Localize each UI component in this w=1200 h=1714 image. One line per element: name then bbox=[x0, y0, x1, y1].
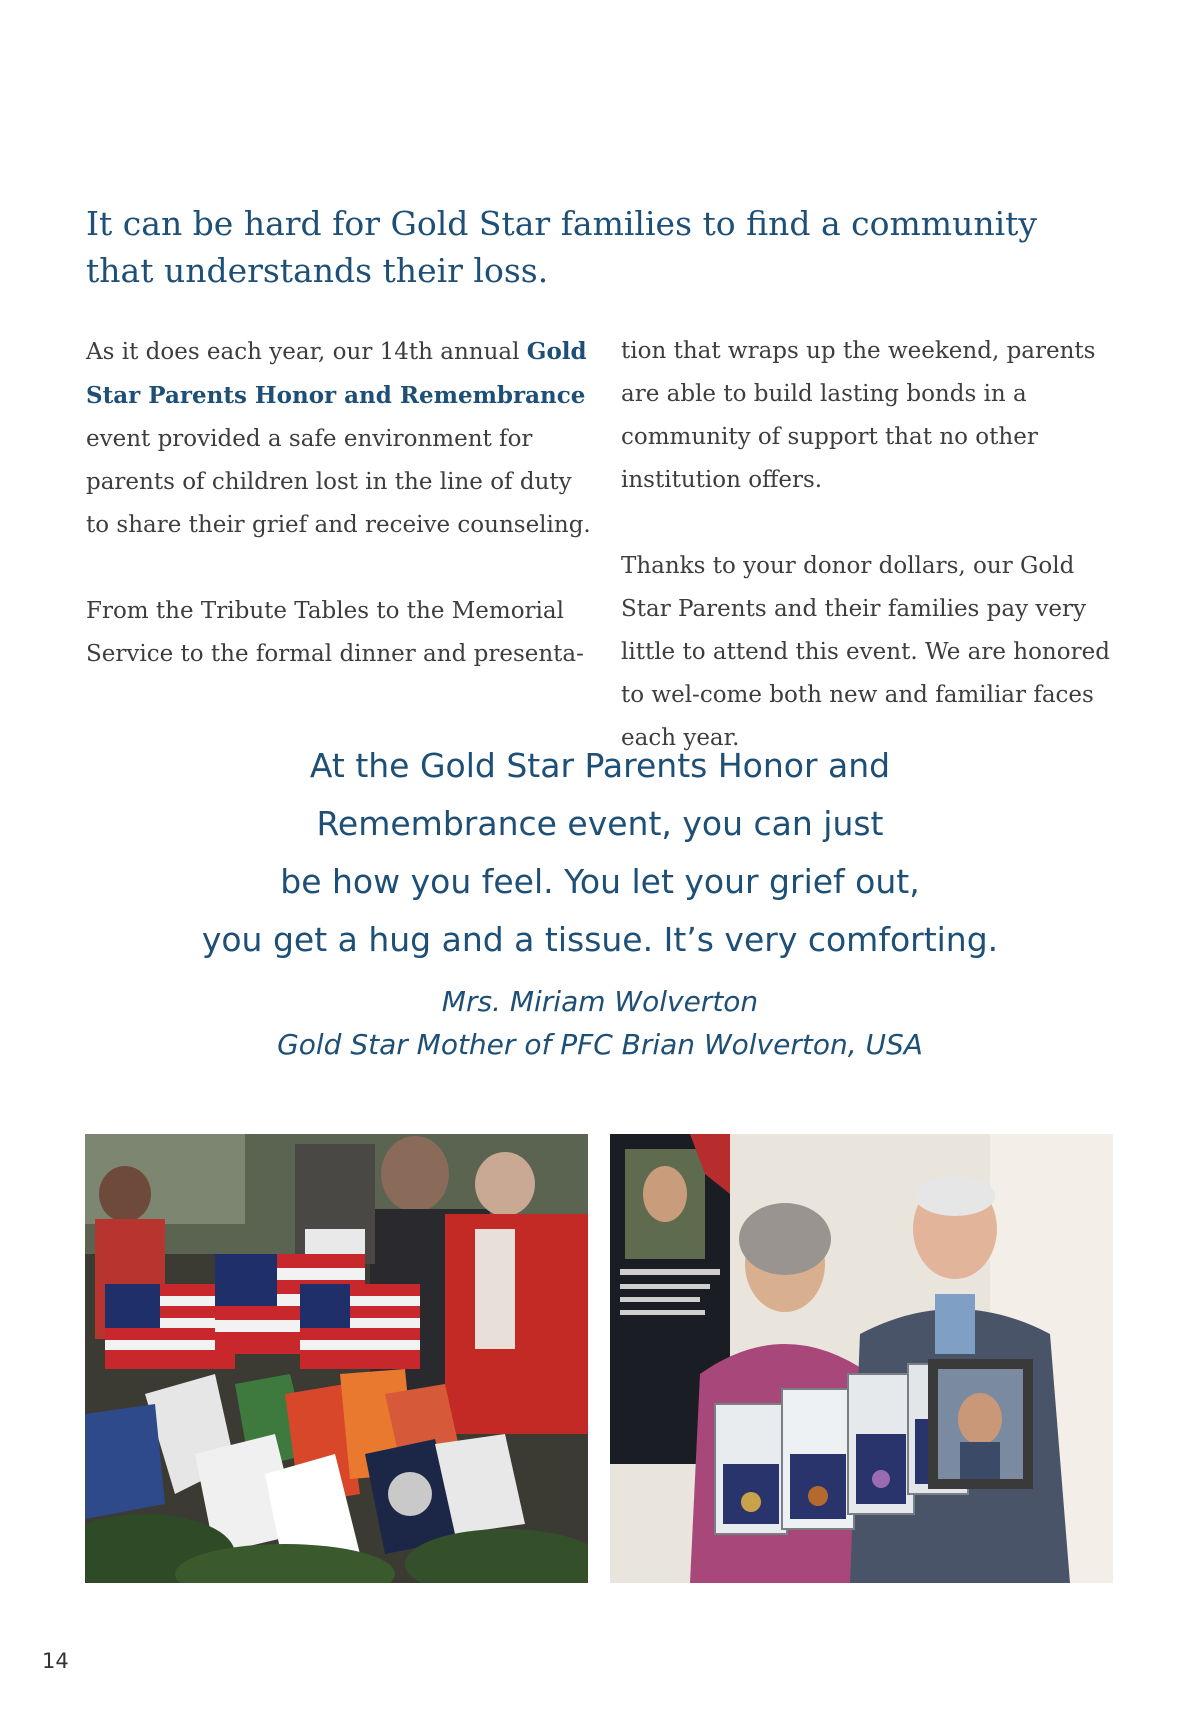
headline: It can be hard for Gold Star families to find a community that understands their loss. bbox=[86, 204, 1038, 290]
page-number: 14 bbox=[42, 1649, 69, 1673]
body-column-right bbox=[621, 330, 1126, 760]
tribute-table-photo bbox=[85, 1134, 588, 1583]
pull-quote bbox=[90, 737, 1110, 969]
attribution-name: Mrs. Miriam Wolverton bbox=[441, 985, 759, 1018]
quote-line: you get a hug and a tissue. It’s very comforting. bbox=[201, 920, 999, 959]
event-name-highlight: Gold Star Parents Honor and Remembrance bbox=[86, 338, 587, 409]
body-paragraph: tion that wraps up the weekend, parents are able to build lasting bonds in a community of support that no other institution offers. bbox=[621, 338, 1096, 493]
body-column-left bbox=[86, 330, 591, 676]
quote-line: At the Gold Star Parents Honor and bbox=[309, 746, 891, 785]
parents-illustration bbox=[610, 1134, 1113, 1583]
body-text: event provided a safe environment for parents of children lost in the line of duty to share their grief and receive counseling. bbox=[86, 426, 591, 538]
quote-attribution bbox=[90, 980, 1110, 1066]
quote-line: Remembrance event, you can just bbox=[316, 804, 884, 843]
body-paragraph: Thanks to your donor dollars, our Gold Star Parents and their families pay very little to attend this event. We are honored to wel-come both new and familiar faces each year. bbox=[621, 553, 1110, 751]
body-paragraph: From the Tribute Tables to the Memorial Service to the formal dinner and presenta- bbox=[86, 598, 584, 667]
body-paragraph bbox=[86, 330, 591, 547]
quote-line: be how you feel. You let your grief out, bbox=[280, 862, 920, 901]
tribute-table-illustration bbox=[85, 1134, 588, 1583]
body-text: As it does each year, our 14th annual bbox=[86, 339, 527, 365]
attribution-title: Gold Star Mother of PFC Brian Wolverton, USA bbox=[277, 1028, 923, 1061]
parents-with-medals-photo bbox=[610, 1134, 1113, 1583]
